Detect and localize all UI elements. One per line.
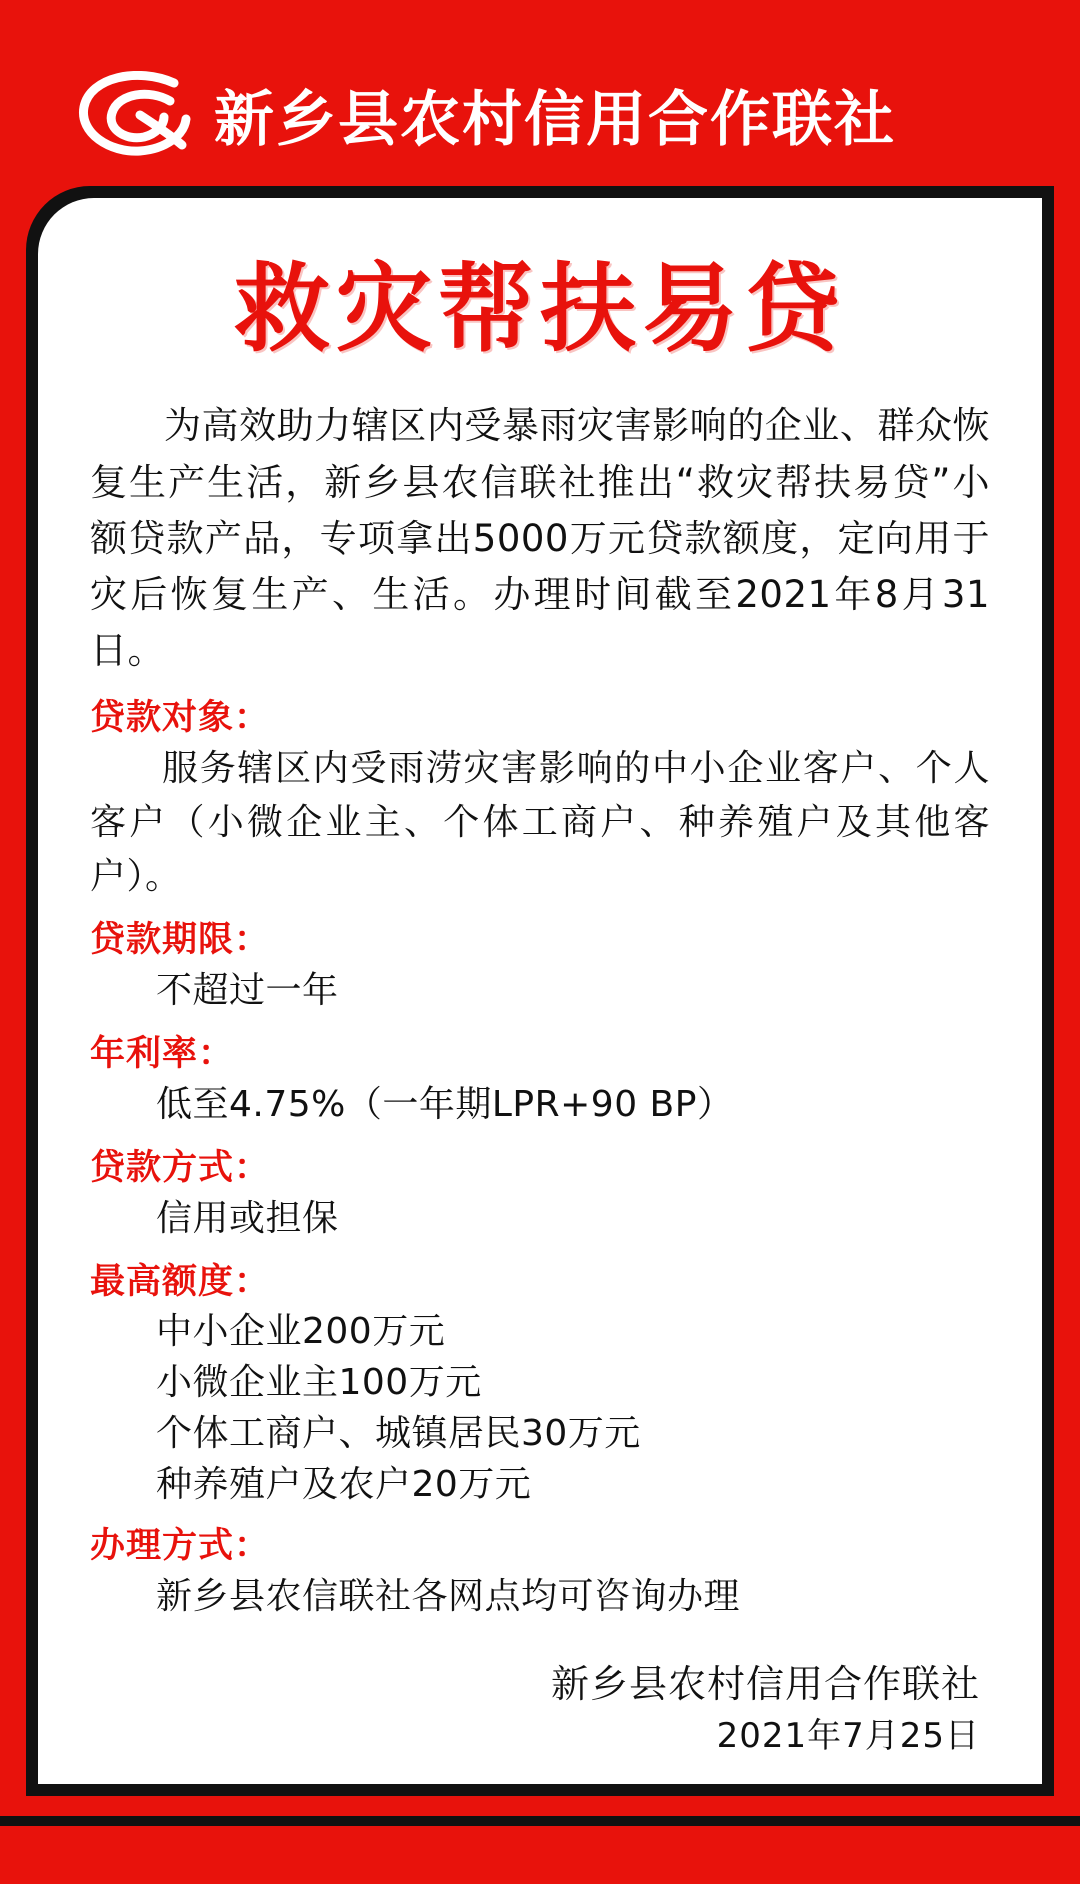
section-body: 服务辖区内受雨涝灾害影响的中小企业客户、个人客户（小微企业主、个体工商户、种养殖户及其他客户）。 (90, 747, 990, 897)
section-heading: 年利率： (90, 1033, 235, 1074)
section-loan-target (90, 690, 990, 904)
list-item: 小微企业主100万元 (156, 1361, 482, 1403)
page-title: 救灾帮扶易贷 (234, 253, 846, 365)
poster-card (38, 198, 1042, 1784)
poster-content (38, 198, 1042, 1762)
section-heading: 办理方式： (90, 1526, 271, 1566)
credit-union-swirl-logo-icon (78, 71, 196, 159)
section-body: 新乡县农信联社各网点均可咨询办理 (156, 1576, 741, 1617)
list-item: 个体工商户、城镇居民30万元 (156, 1412, 641, 1454)
section-max-amount (90, 1254, 990, 1510)
list-item: 中小企业200万元 (156, 1310, 446, 1352)
signature-date: 2021年7月25日 (716, 1716, 980, 1757)
section-body: 低至4.75%（一年期LPR+90 BP） (156, 1083, 734, 1125)
section-heading: 贷款期限： (90, 919, 271, 960)
org-name-logo-text: 新乡县农村信用合作联社 (214, 85, 896, 155)
section-body: 信用或担保 (156, 1197, 339, 1239)
bottom-red-strip (0, 1826, 1080, 1884)
section-annual-rate (90, 1026, 990, 1132)
intro-paragraph: 为高效助力辖区内受暴雨灾害影响的企业、群众恢复生产生活，新乡县农信联社推出“救灾帮扶易贷”小额贷款产品，专项拿出5000万元贷款额度，定向用于灾后恢复生产、生活。办理时间截至2021年8月31日。 (90, 404, 990, 673)
section-heading: 最高额度： (90, 1261, 271, 1302)
section-loan-method (90, 1140, 990, 1246)
signature-block (90, 1658, 990, 1762)
section-heading: 贷款对象： (90, 697, 271, 738)
signature-org: 新乡县农村信用合作联社 (550, 1662, 980, 1706)
section-loan-term (90, 912, 990, 1018)
section-application-method (90, 1518, 990, 1624)
list-item: 种养殖户及农户20万元 (156, 1463, 532, 1505)
section-body: 不超过一年 (156, 969, 339, 1011)
section-heading: 贷款方式： (90, 1147, 271, 1188)
